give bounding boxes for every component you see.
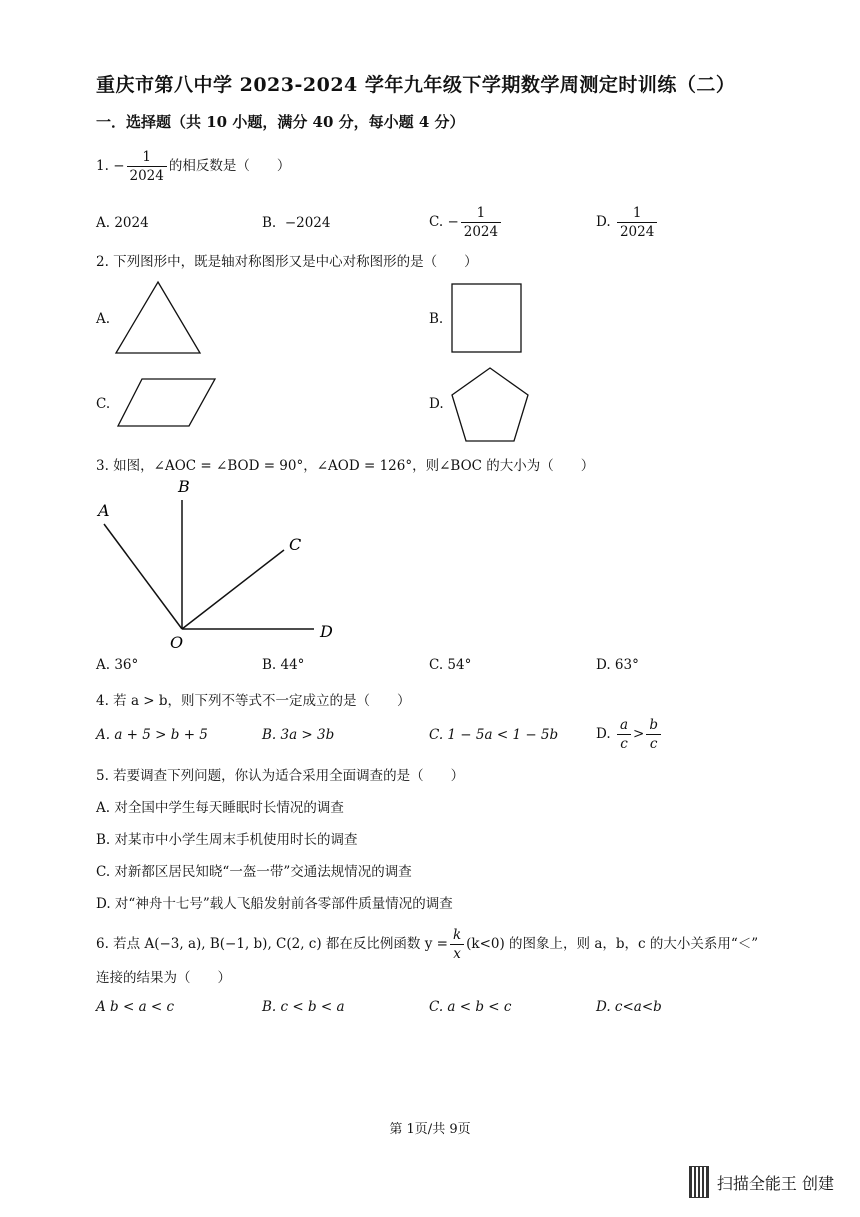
page-number: 第 1页/共 9页 <box>389 1122 471 1137</box>
question-2: 2. 下列图形中，既是轴对称图形又是中心对称图形的是（ ） <box>96 254 478 270</box>
q6-option-a: A b < a < c <box>96 999 175 1015</box>
q6-option-b: B. c < b < a <box>262 999 345 1015</box>
q3-option-a: A. 36° <box>96 657 139 673</box>
point-b-label: B <box>178 477 190 496</box>
section-heading: 一．选择题（共 10 小题，满分 40 分，每小题 4 分） <box>96 113 465 131</box>
q2-option-a-label: A. <box>96 311 111 327</box>
point-d-label: D <box>320 622 333 641</box>
question-number: 1. <box>96 158 109 174</box>
question-4: 4. 若 a > b，则下列不等式不一定成立的是（ ） <box>96 693 411 709</box>
q5-option-a: A. 对全国中学生每天睡眠时长情况的调查 <box>96 800 344 816</box>
q3-option-c: C. 54° <box>429 657 472 673</box>
parallelogram-figure <box>116 377 218 429</box>
question-5: 5. 若要调查下列问题，你认为适合采用全面调查的是（ ） <box>96 768 465 784</box>
point-c-label: C <box>289 535 302 554</box>
question-3: 3. 如图，∠AOC = ∠BOD = 90°，∠AOD = 126°，则∠BOC 的大小为（ ） <box>96 458 595 474</box>
q2-option-d-label: D. <box>429 396 444 412</box>
q4-option-a: A. a + 5 > b + 5 <box>96 727 208 743</box>
q3-option-b: B. 44° <box>262 657 305 673</box>
qr-code-icon <box>689 1166 709 1198</box>
q3-option-d: D. 63° <box>596 657 639 673</box>
q1-option-c: C. − $\frac{1}{2024}$ <box>429 204 503 241</box>
q4-option-c: C. 1 − 5a < 1 − 5b <box>429 727 559 743</box>
question-text: 的相反数是（ ） <box>168 158 291 174</box>
angle-diagram <box>90 474 350 654</box>
page-title: 重庆市第八中学 2023-2024 学年九年级下学期数学周测定时训练（二） <box>96 74 736 96</box>
pentagon-figure <box>449 366 531 444</box>
q5-option-c: C. 对新都区居民知晓“一盔一带”交通法规情况的调查 <box>96 864 412 880</box>
question-6-continued: 连接的结果为（ ） <box>96 970 231 986</box>
q2-option-b-label: B. <box>429 311 444 327</box>
question-6: 6. 若点 A(−3, a), B(−1, b), C(2, c) 都在反比例函数 y = $\frac{k}{x}$ (k<0) 的图象上，则 a，b，c 的大小关系用“＜” <box>96 927 759 962</box>
fraction: $\frac{1}{2024}$ <box>127 148 167 185</box>
point-o-label: O <box>170 633 184 652</box>
q1-option-d: D. $\frac{1}{2024}$ <box>596 204 659 241</box>
q6-option-c: C. a < b < c <box>429 999 512 1015</box>
q5-option-d: D. 对“神舟十七号”载人飞船发射前各零部件质量情况的调查 <box>96 896 453 912</box>
scanner-badge <box>689 1166 834 1198</box>
q4-option-d: D. $\frac{a}{c}$ > $\frac{b}{c}$ <box>596 716 663 753</box>
q2-option-c-label: C. <box>96 396 111 412</box>
q4-option-b: B. 3a > 3b <box>262 727 335 743</box>
q6-option-d: D. c<a<b <box>596 999 662 1015</box>
q5-option-b: B. 对某市中小学生周末手机使用时长的调查 <box>96 832 358 848</box>
point-a-label: A <box>98 501 110 520</box>
badge-label: 扫描全能王 创建 <box>716 1173 834 1193</box>
triangle-figure <box>114 280 204 355</box>
q1-option-b: B. −2024 <box>262 215 331 231</box>
square-figure <box>450 282 524 354</box>
q1-option-a: A. 2024 <box>96 215 149 231</box>
question-1: 1. − $\frac{1}{2024}$ 的相反数是（ ） <box>96 149 291 184</box>
